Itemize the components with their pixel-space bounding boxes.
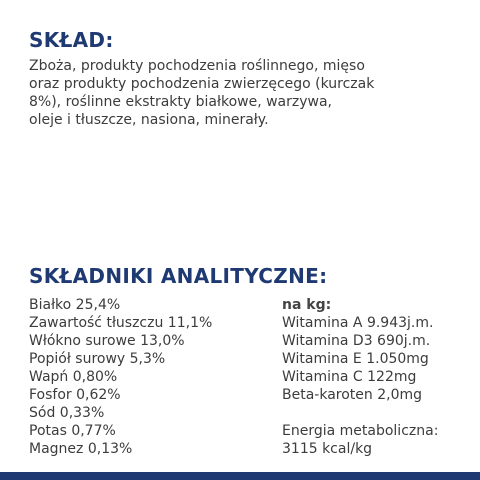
- beta-carotene: Beta-karoten 2,0mg: [282, 387, 423, 403]
- column-spacer: [282, 404, 472, 422]
- nutrient-potassium: Potas 0,77%: [29, 423, 116, 439]
- analytical-heading: SKŁADNIKI ANALITYCZNE:: [29, 264, 328, 288]
- bottom-accent-bar: [0, 472, 480, 480]
- per-kg-header: na kg:: [282, 297, 332, 313]
- composition-line: Zboża, produkty pochodzenia roślinnego, mięso: [29, 58, 365, 74]
- analytical-left-column: [29, 296, 259, 458]
- vitamin-c: Witamina C 122mg: [282, 369, 417, 385]
- nutrient-ash: Popiół surowy 5,3%: [29, 351, 166, 367]
- energy-label: Energia metaboliczna:: [282, 423, 439, 439]
- nutrient-magnesium: Magnez 0,13%: [29, 441, 133, 457]
- nutrient-fat: Zawartość tłuszczu 11,1%: [29, 315, 213, 331]
- composition-line: oleje i tłuszcze, nasiona, minerały.: [29, 112, 269, 128]
- analytical-right-column: [282, 296, 472, 458]
- energy-value: 3115 kcal/kg: [282, 441, 373, 457]
- composition-line: oraz produkty pochodzenia zwierzęcego (kurczak: [29, 76, 375, 92]
- nutrient-sodium: Sód 0,33%: [29, 405, 105, 421]
- composition-heading: SKŁAD:: [29, 28, 114, 52]
- nutrient-protein: Białko 25,4%: [29, 297, 121, 313]
- composition-text: [29, 57, 469, 129]
- vitamin-d3: Witamina D3 690j.m.: [282, 333, 431, 349]
- nutrient-calcium: Wapń 0,80%: [29, 369, 118, 385]
- vitamin-a: Witamina A 9.943j.m.: [282, 315, 434, 331]
- vitamin-e: Witamina E 1.050mg: [282, 351, 429, 367]
- nutrient-phosphorus: Fosfor 0,62%: [29, 387, 121, 403]
- nutrient-fibre: Włókno surowe 13,0%: [29, 333, 185, 349]
- composition-line: 8%), roślinne ekstrakty białkowe, warzywa,: [29, 94, 333, 110]
